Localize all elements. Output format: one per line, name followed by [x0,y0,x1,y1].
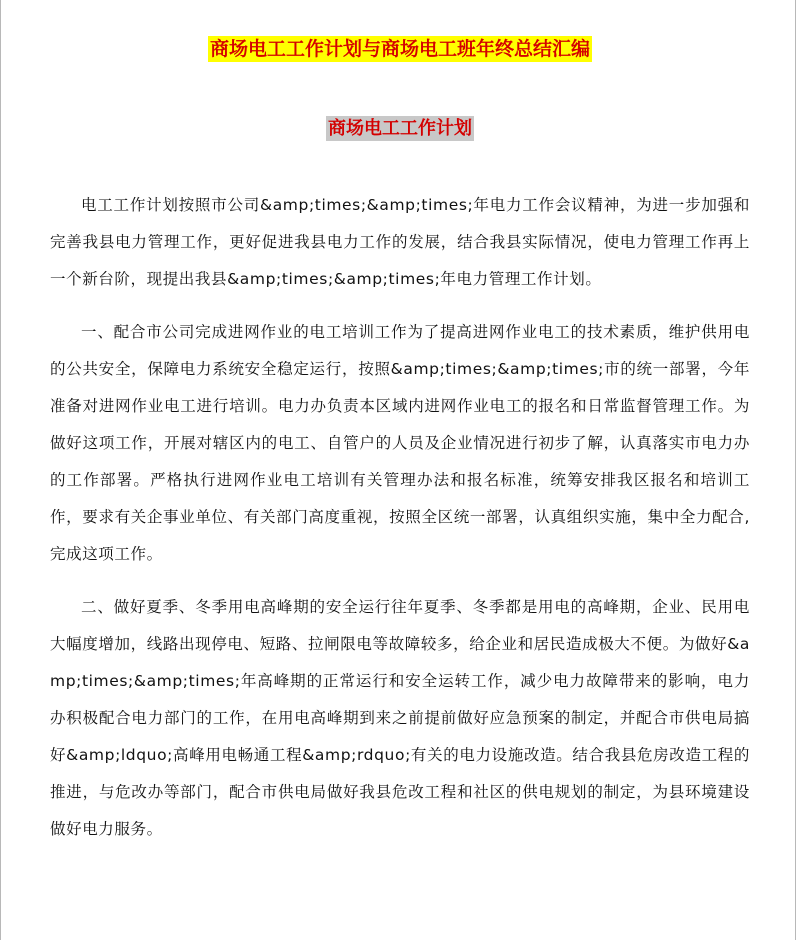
section-title-text: 商场电工工作计划 [328,118,472,139]
paragraph-item-2: 二、做好夏季、冬季用电高峰期的安全运行往年夏季、冬季都是用电的高峰期，企业、民用电大幅度增加，线路出现停电、短路、拉闸限电等故障较多，给企业和居民造成极大不便。为做好&amp;times;&amp;times;年高峰期的正常运行和安全运转工作，减少电力故障带来的影响，电力办积极配合电力部门的工作，在用电高峰期到来之前提前做好应急预案的制定，并配合市供电局搞好&amp;ldquo;高峰用电畅通工程&amp;rdquo;有关的电力设施改造。结合我县危房改造工程的推进，与危改办等部门，配合市供电局做好我县危改工程和社区的供电规划的制定，为县环境建设做好电力服务。 [50,598,750,838]
paragraph-intro: 电工工作计划按照市公司&amp;times;&amp;times;年电力工作会议精神，为进一步加强和完善我县电力管理工作，更好促进我县电力工作的发展，结合我县实际情况，使电力管理工作再上一个新台阶，现提出我县&amp;times;&amp;times;年电力管理工作计划。 [50,196,750,288]
page-left-edge [0,0,1,940]
main-title [50,34,750,64]
section-title [50,115,750,143]
body-text [50,187,750,848]
document-page [50,0,750,864]
paragraph-item-1: 一、配合市公司完成进网作业的电工培训工作为了提高进网作业电工的技术素质，维护供用电的公共安全，保障电力系统安全稳定运行，按照&amp;times;&amp;times;市的统一部署，今年准备对进网作业电工进行培训。电力办负责本区域内进网作业电工的报名和日常监督管理工作。为做好这项工作，开展对辖区内的电工、自管户的人员及企业情况进行初步了解，认真落实市电力办的工作部署。严格执行进网作业电工培训有关管理办法和报名标准，统筹安排我区报名和培训工作，要求有关企事业单位、有关部门高度重视，按照全区统一部署，认真组织实施，集中全力配合,完成这项工作。 [50,323,750,563]
main-title-text: 商场电工工作计划与商场电工班年终总结汇编 [209,38,590,60]
